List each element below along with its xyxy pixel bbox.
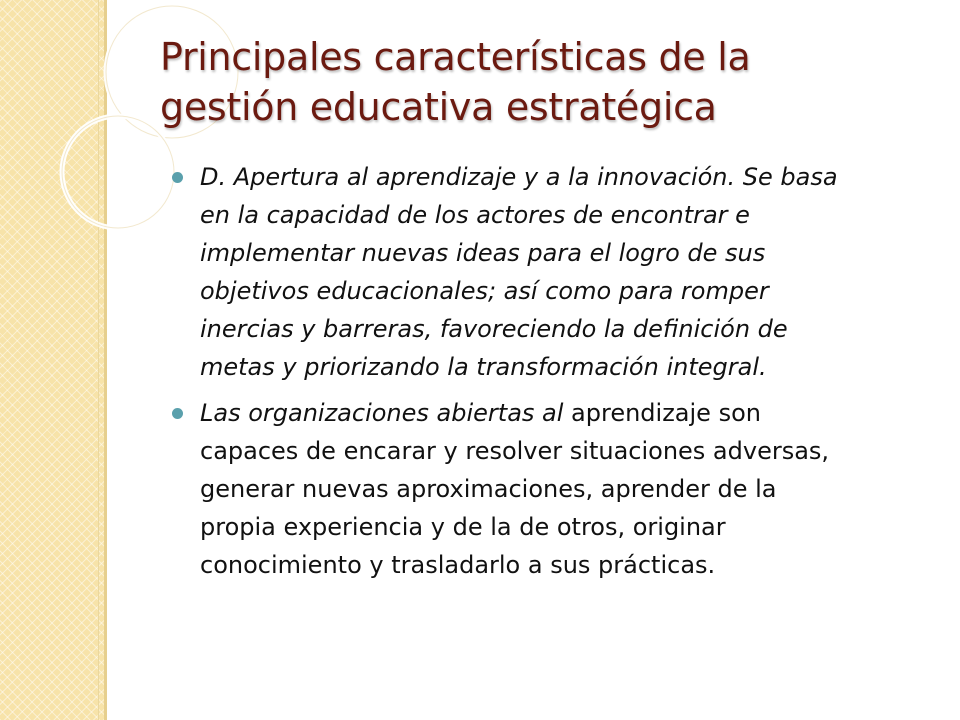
slide-title [160, 32, 920, 132]
bullet-icon [172, 408, 183, 419]
bullet-2-text: aprendizaje son capaces de encarar y resolver situaciones adversas, generar nuevas aproximaciones, aprender de la propia experiencia y de la de otros, originar conocimiento y trasladarlo a sus prácticas. [200, 399, 830, 579]
title-line-1: Principales características de la [160, 35, 751, 79]
bullet-list [172, 158, 852, 592]
bullet-2-italic: Las organizaciones abiertas al [200, 399, 572, 427]
ring-small [62, 116, 174, 228]
bullet-item-1 [172, 158, 852, 386]
title-line-2: gestión educativa estratégica [160, 85, 717, 129]
bullet-icon [172, 172, 183, 183]
bullet-item-2 [172, 394, 852, 584]
bullet-1-italic: D. Apertura al aprendizaje y a la innovación. Se basa en la capacidad de los actores de encontrar e implementar nuevas ideas para el logro de sus objetivos educacionales; así como para romper inercias y barreras, favoreciendo la definición de metas y priorizando la transformación integral. [200, 163, 838, 381]
